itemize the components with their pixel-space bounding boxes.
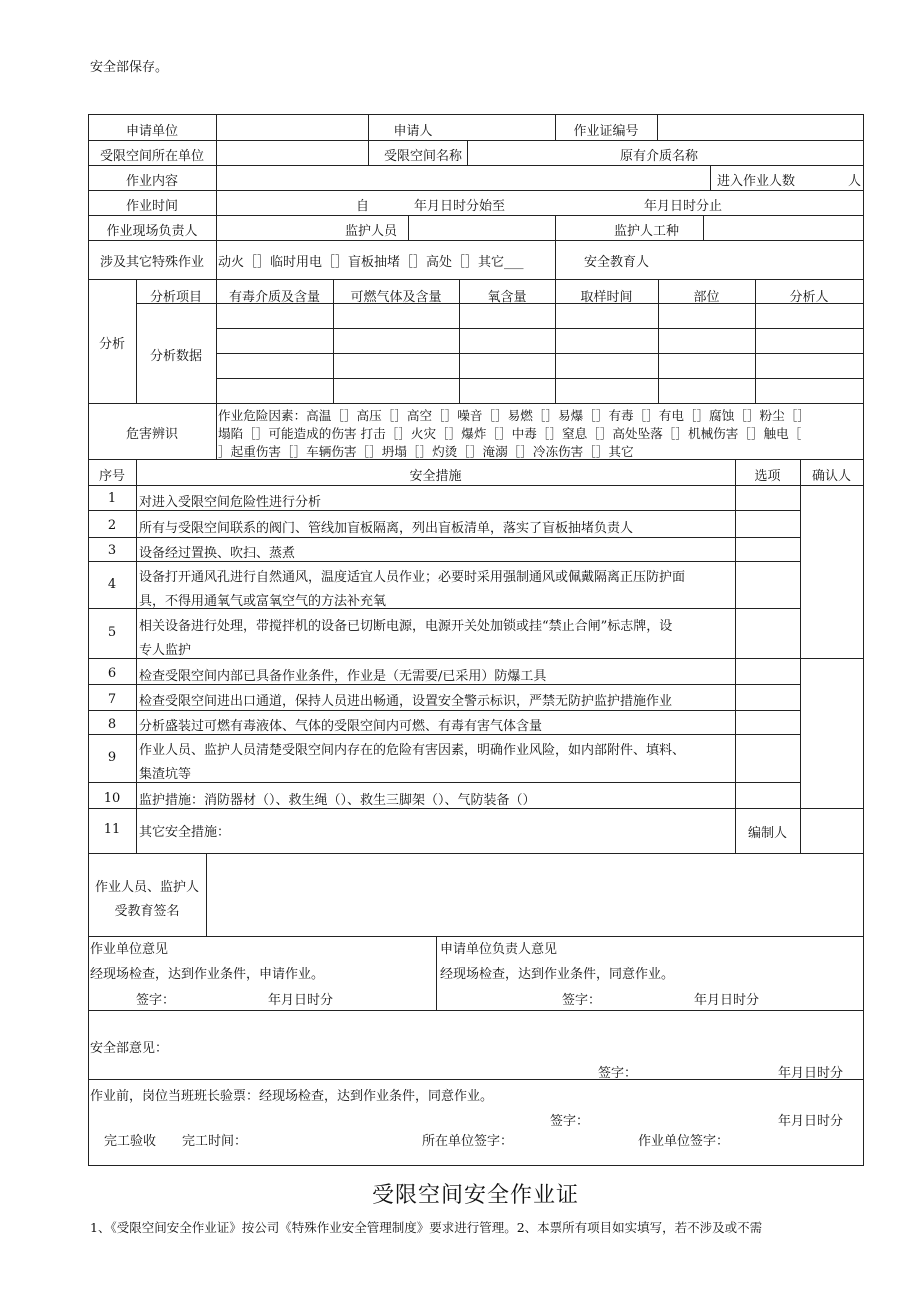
- measure-text: 检查受限空间内部已具备作业条件，作业是（无需要/已采用）防爆工具: [139, 669, 547, 684]
- shift-check-datetime: 年月日时分: [778, 1114, 844, 1129]
- measure-text: 检查受限空间进出口通道，保持人员进出畅通，设置安全警示标识，严禁无防护监护措施作业: [139, 694, 673, 709]
- measure-no: 11: [103, 822, 121, 837]
- work-content-label: 作业内容: [125, 174, 178, 189]
- analysis-col-oxygen: 氧含量: [487, 290, 527, 305]
- bottom-note: 1、《受限空间安全作业证》按公司《特殊作业安全管理制度》要求进行管理。2、本票所有项目如实填写，若不涉及或不需: [90, 1220, 763, 1235]
- measures-col-option: 选项: [754, 469, 781, 484]
- measure-text: 作业人员、监护人员清楚受限空间内存在的危险有害因素，明确作业风险，如内部附件、填料、: [139, 743, 686, 758]
- unit-sign-label: 所在单位签字：: [422, 1134, 514, 1149]
- work-unit-opinion-text: 经现场检查，达到作业条件，申请作业。: [90, 967, 325, 982]
- measure-text: 设备打开通风孔进行自然通风，温度适宜人员作业；必要时采用强制通风或佩戴隔离正压防护面: [139, 570, 686, 585]
- hazard-line-1: 作业危险因素：高温［］高压［］高空［］噪音［］易燃［］易爆［］有毒［］有电［］腐蚀［］粉尘［］: [218, 408, 810, 423]
- analysis-col-location: 部位: [693, 290, 720, 305]
- original-medium-label: 原有介质名称: [620, 149, 699, 164]
- measures-col-confirm: 确认人: [811, 469, 851, 484]
- analysis-items-label: 分析项目: [149, 290, 202, 305]
- analysis-col-analyst: 分析人: [789, 290, 829, 305]
- site-leader-label: 作业现场负责人: [106, 224, 198, 239]
- measure-text: 监护措施：消防器材（）、救生绳（）、救生三脚架（）、气防装备（）: [139, 793, 536, 808]
- applicant-leader-opinion-title: 申请单位负责人意见: [440, 942, 558, 957]
- measure-text: 集渣坑等: [139, 767, 192, 782]
- work-unit-opinion-title: 作业单位意见: [90, 942, 169, 957]
- measure-text: 对进入受限空间危险性进行分析: [139, 495, 322, 510]
- shift-check-sign: 签字：: [550, 1114, 590, 1129]
- safety-dept-sign: 签字：: [598, 1066, 638, 1081]
- safety-dept-opinion: 安全部意见：: [90, 1041, 169, 1056]
- measure-text: 设备经过置换、吹扫、蒸煮: [139, 546, 296, 561]
- person-unit: 人: [848, 174, 862, 189]
- work-unit-datetime: 年月日时分: [268, 993, 334, 1008]
- measure-no: 2: [107, 518, 117, 533]
- applicant-leader-opinion-text: 经现场检查，达到作业条件，同意作业。: [440, 967, 675, 982]
- analysis-col-sample-time: 取样时间: [580, 290, 633, 305]
- entrants-label: 进入作业人数: [717, 174, 796, 189]
- hazard-label: 危害辨识: [125, 427, 178, 442]
- shift-check-text: 作业前，岗位当班班长验票：经现场检查，达到作业条件，同意作业。: [90, 1089, 494, 1104]
- applicant-leader-sign: 签字：: [562, 993, 602, 1008]
- form-title: 受限空间安全作业证: [371, 1183, 579, 1208]
- measure-no: 9: [107, 750, 117, 765]
- measure-text: 相关设备进行处理，带搅拌机的设备已切断电源，电源开关处加锁或挂“禁止合闸”标志牌，设: [139, 619, 673, 634]
- education-sign-label-2: 受教育签名: [114, 904, 180, 919]
- special-work-label: 涉及其它特殊作业: [99, 255, 204, 270]
- completion-time-label: 完工时间：: [182, 1134, 248, 1149]
- applicant-label: 申请人: [393, 124, 433, 139]
- measure-no: 1: [107, 491, 117, 506]
- education-sign-field[interactable]: [208, 856, 858, 932]
- completion-label: 完工验收: [104, 1134, 157, 1149]
- analysis-data-label: 分析数据: [149, 349, 202, 364]
- measure-no: 4: [107, 577, 117, 592]
- hazard-line-3: ］起重伤害［］车辆伤害［］坍塌［］灼烫［］淹溺［］冷冻伤害［］其它: [218, 444, 634, 459]
- education-sign-label-1: 作业人员、监护人: [94, 880, 199, 895]
- measure-text: 其它安全措施：: [139, 825, 231, 840]
- work-unit-sign: 签字：: [136, 993, 176, 1008]
- space-unit-label: 受限空间所在单位: [99, 149, 204, 164]
- applicant-leader-datetime: 年月日时分: [694, 993, 760, 1008]
- monitor-type-label: 监护人工种: [613, 224, 679, 239]
- measure-no: 3: [107, 543, 117, 558]
- measure-text: 所有与受限空间联系的阀门、管线加盲板隔离，列出盲板清单，落实了盲板抽堵负责人: [139, 521, 634, 536]
- special-work-options[interactable]: 动火［］临时用电［］盲板抽堵［］高处［］其它___: [218, 255, 524, 270]
- measure-text: 专人监护: [139, 643, 192, 658]
- time-from: 自: [356, 199, 370, 214]
- analysis-label: 分析: [98, 337, 125, 352]
- measure-text: 具，不得用通氧气或富氧空气的方法补充氧: [139, 594, 387, 609]
- measure-no: 10: [103, 791, 121, 806]
- top-note: 安全部保存。: [90, 60, 169, 75]
- preparer-label: 编制人: [747, 826, 787, 841]
- time-end: 年月日时分止: [644, 199, 723, 214]
- space-name-label: 受限空间名称: [384, 149, 463, 164]
- hazard-line-2: 塌陷［］可能造成的伤害 打击［］火灾［］爆炸［］中毒［］窒息［］高处坠落［］机械伤害［］触电［: [218, 426, 802, 441]
- measure-no: 8: [107, 717, 117, 732]
- applicant-unit-label: 申请单位: [125, 124, 178, 139]
- monitor-label: 监护人员: [344, 224, 397, 239]
- measure-text: 分析盛装过可燃有毒液体、气体的受限空间内可燃、有毒有害气体含量: [139, 719, 543, 734]
- time-start: 年月日时分始至: [414, 199, 506, 214]
- analysis-col-flammable: 可燃气体及含量: [350, 290, 442, 305]
- work-time-label: 作业时间: [125, 199, 178, 214]
- safety-education-label: 安全教育人: [584, 255, 650, 270]
- measures-col-measure: 安全措施: [409, 469, 462, 484]
- safety-dept-datetime: 年月日时分: [778, 1066, 844, 1081]
- work-unit-sign-label: 作业单位签字：: [638, 1134, 730, 1149]
- measure-no: 5: [107, 625, 117, 640]
- analysis-col-toxic: 有毒介质及含量: [228, 290, 320, 305]
- measures-col-no: 序号: [98, 469, 125, 484]
- measure-no: 7: [107, 692, 117, 707]
- permit-number-label: 作业证编号: [573, 124, 639, 139]
- applicant-unit-field[interactable]: [292, 120, 352, 136]
- measure-no: 6: [107, 666, 117, 681]
